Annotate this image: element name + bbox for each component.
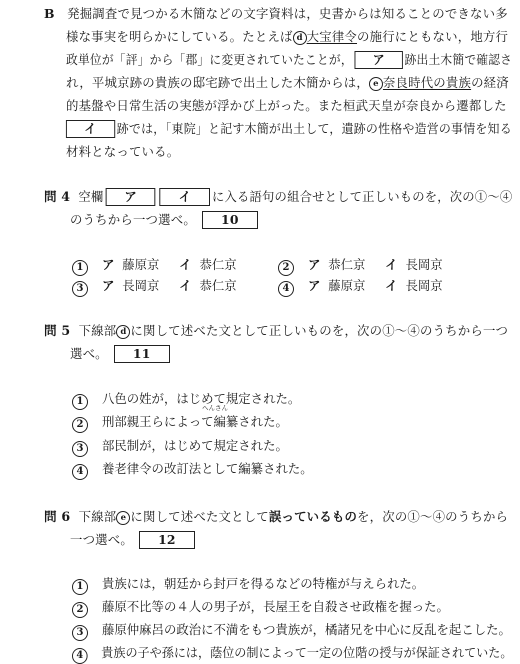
option-key: ア	[102, 257, 115, 272]
option-number: 1	[72, 260, 88, 276]
section-label: B	[44, 6, 55, 21]
passage-line-4	[66, 74, 509, 92]
marker-e: e	[369, 77, 383, 91]
option-key: イ	[179, 278, 192, 293]
q5-option-2[interactable]	[72, 413, 288, 433]
option-number: 3	[72, 625, 88, 641]
passage-line-6	[64, 120, 512, 138]
option-number: 4	[72, 648, 88, 664]
q4-box-i: イ	[160, 188, 210, 206]
q6-label: 問 6	[44, 509, 71, 524]
q6-text: に関して述べた文として	[130, 509, 269, 524]
underlined-nara-nobles: 奈良時代の貴族	[382, 75, 472, 90]
passage-text: の施行にともない，地方行	[357, 29, 509, 44]
q4-label: 問 4	[44, 189, 71, 204]
q4-option-2[interactable]	[278, 256, 443, 276]
option-number: 2	[72, 417, 88, 433]
option-key: イ	[385, 278, 398, 293]
passage-text: 発掘調査で見つかる木簡などの文字資料は，史書からは知ることのできない多	[67, 6, 508, 21]
option-number: 1	[72, 394, 88, 410]
passage-line-2	[66, 28, 508, 46]
option-text: 藤原仲麻呂の政治に不満をもつ貴族が，橘諸兄を中心に反乱を起こした。	[102, 622, 511, 637]
q6-answer-box[interactable]: 12	[139, 531, 195, 549]
option-text: 貴族には，朝廷から封戸を得るなどの特権が与えられた。	[102, 576, 425, 591]
option-value: 長岡京	[405, 257, 443, 272]
option-text: 藤原不比等の４人の男子が，長屋王を自殺させ政権を握った。	[102, 599, 449, 614]
passage-text: 的基盤や日常生活の実態が浮かび上がった。また桓武天皇が奈良から遷都した	[66, 98, 507, 113]
q6-option-3[interactable]	[72, 621, 511, 641]
q6-text: 一つ選べ。	[70, 532, 133, 547]
q5-label: 問 5	[44, 323, 71, 338]
q5-text: に関して述べた文として正しいものを，次の①～④のうちから一つ	[130, 323, 509, 338]
q5-text: 選べ。	[70, 346, 108, 361]
q5-option-3[interactable]	[72, 437, 288, 457]
passage-text: 跡では，「東院」と記す木簡が出土して，遺跡の性格や造営の事情を知る	[116, 121, 512, 136]
q5-option-1[interactable]	[72, 390, 300, 410]
option-number: 2	[278, 260, 294, 276]
blank-box-a: ア	[355, 51, 403, 69]
option-text: 貴族の子や孫には，蔭位の制によって一定の位階の授与が保証されていた。	[101, 645, 513, 660]
option-value: 恭仁京	[199, 257, 237, 272]
option-text: 八色の姓が，はじめて規定された。	[102, 391, 301, 406]
option-key: ア	[308, 278, 321, 293]
option-key: イ	[179, 257, 192, 272]
passage-text: 材料となっている。	[66, 144, 180, 159]
option-key: ア	[102, 278, 115, 293]
passage-line-7	[66, 143, 179, 161]
q5-answer-box[interactable]: 11	[114, 345, 170, 363]
q4-box-a: ア	[105, 188, 155, 206]
q6-option-1[interactable]	[72, 575, 424, 595]
q4-prompt-line-1	[44, 188, 512, 206]
option-value: 藤原京	[328, 278, 366, 293]
q6-marker: e	[116, 511, 130, 525]
passage-text: 跡出土木簡で確認さ	[404, 52, 513, 67]
passage-line-5	[66, 97, 507, 115]
q4-option-1[interactable]	[72, 256, 237, 276]
underlined-taiho-ritsuryo: 大宝律令	[306, 29, 358, 44]
q4-option-4[interactable]	[278, 277, 443, 297]
q4-answer-box[interactable]: 10	[202, 211, 258, 229]
passage-text: れ，平城京跡の貴族の邸宅跡で出土した木簡からは，	[66, 75, 369, 90]
option-text: 刑部親王らによって編纂された。	[102, 414, 288, 429]
q4-text: のうちから一つ選べ。	[70, 212, 196, 227]
marker-d: d	[293, 31, 307, 45]
option-value: 恭仁京	[328, 257, 366, 272]
passage-line-1	[44, 5, 508, 23]
option-text: 部民制が，はじめて規定された。	[102, 438, 288, 453]
q6-text: を，次の①～④のうちから	[357, 509, 509, 524]
q5-marker: d	[116, 325, 130, 339]
blank-box-i: イ	[66, 120, 115, 138]
option-number: 3	[72, 281, 88, 297]
option-key: イ	[385, 257, 398, 272]
q5-prompt-line-1	[44, 322, 508, 340]
passage-text: 様な事実を明らかにしている。たとえば	[66, 29, 293, 44]
option-value: 長岡京	[405, 278, 443, 293]
q5-option-4[interactable]	[72, 460, 313, 480]
q4-text: 空欄	[78, 189, 104, 204]
option-value: 藤原京	[122, 257, 160, 272]
passage-text: 政単位が「評」から「郡」に変更されていたことが，	[66, 52, 353, 67]
option-text: 養老律令の改訂法として編纂された。	[102, 461, 313, 476]
q6-prompt-line-2	[70, 531, 197, 549]
q6-text: 下線部	[78, 509, 117, 524]
option-value: 長岡京	[122, 278, 160, 293]
q6-option-2[interactable]	[72, 598, 449, 618]
option-value: 恭仁京	[199, 278, 237, 293]
q5-text: 下線部	[78, 323, 117, 338]
ruby-hensan: へんさん	[202, 404, 228, 412]
q4-text: に入る語句の組合せとして正しいものを，次の①～④	[211, 189, 513, 204]
option-key: ア	[308, 257, 321, 272]
passage-text: の経済	[471, 75, 509, 90]
q6-option-4[interactable]	[72, 644, 512, 664]
option-number: 1	[72, 579, 88, 595]
q4-prompt-line-2	[70, 211, 260, 229]
option-number: 2	[72, 602, 88, 618]
q4-option-3[interactable]	[72, 277, 237, 297]
q5-prompt-line-2	[70, 345, 172, 363]
option-number: 4	[278, 281, 294, 297]
option-number: 3	[72, 441, 88, 457]
passage-line-3	[66, 51, 512, 69]
q6-prompt-line-1	[44, 508, 508, 526]
q6-emphasis: 誤っているもの	[268, 509, 358, 524]
option-number: 4	[72, 464, 88, 480]
